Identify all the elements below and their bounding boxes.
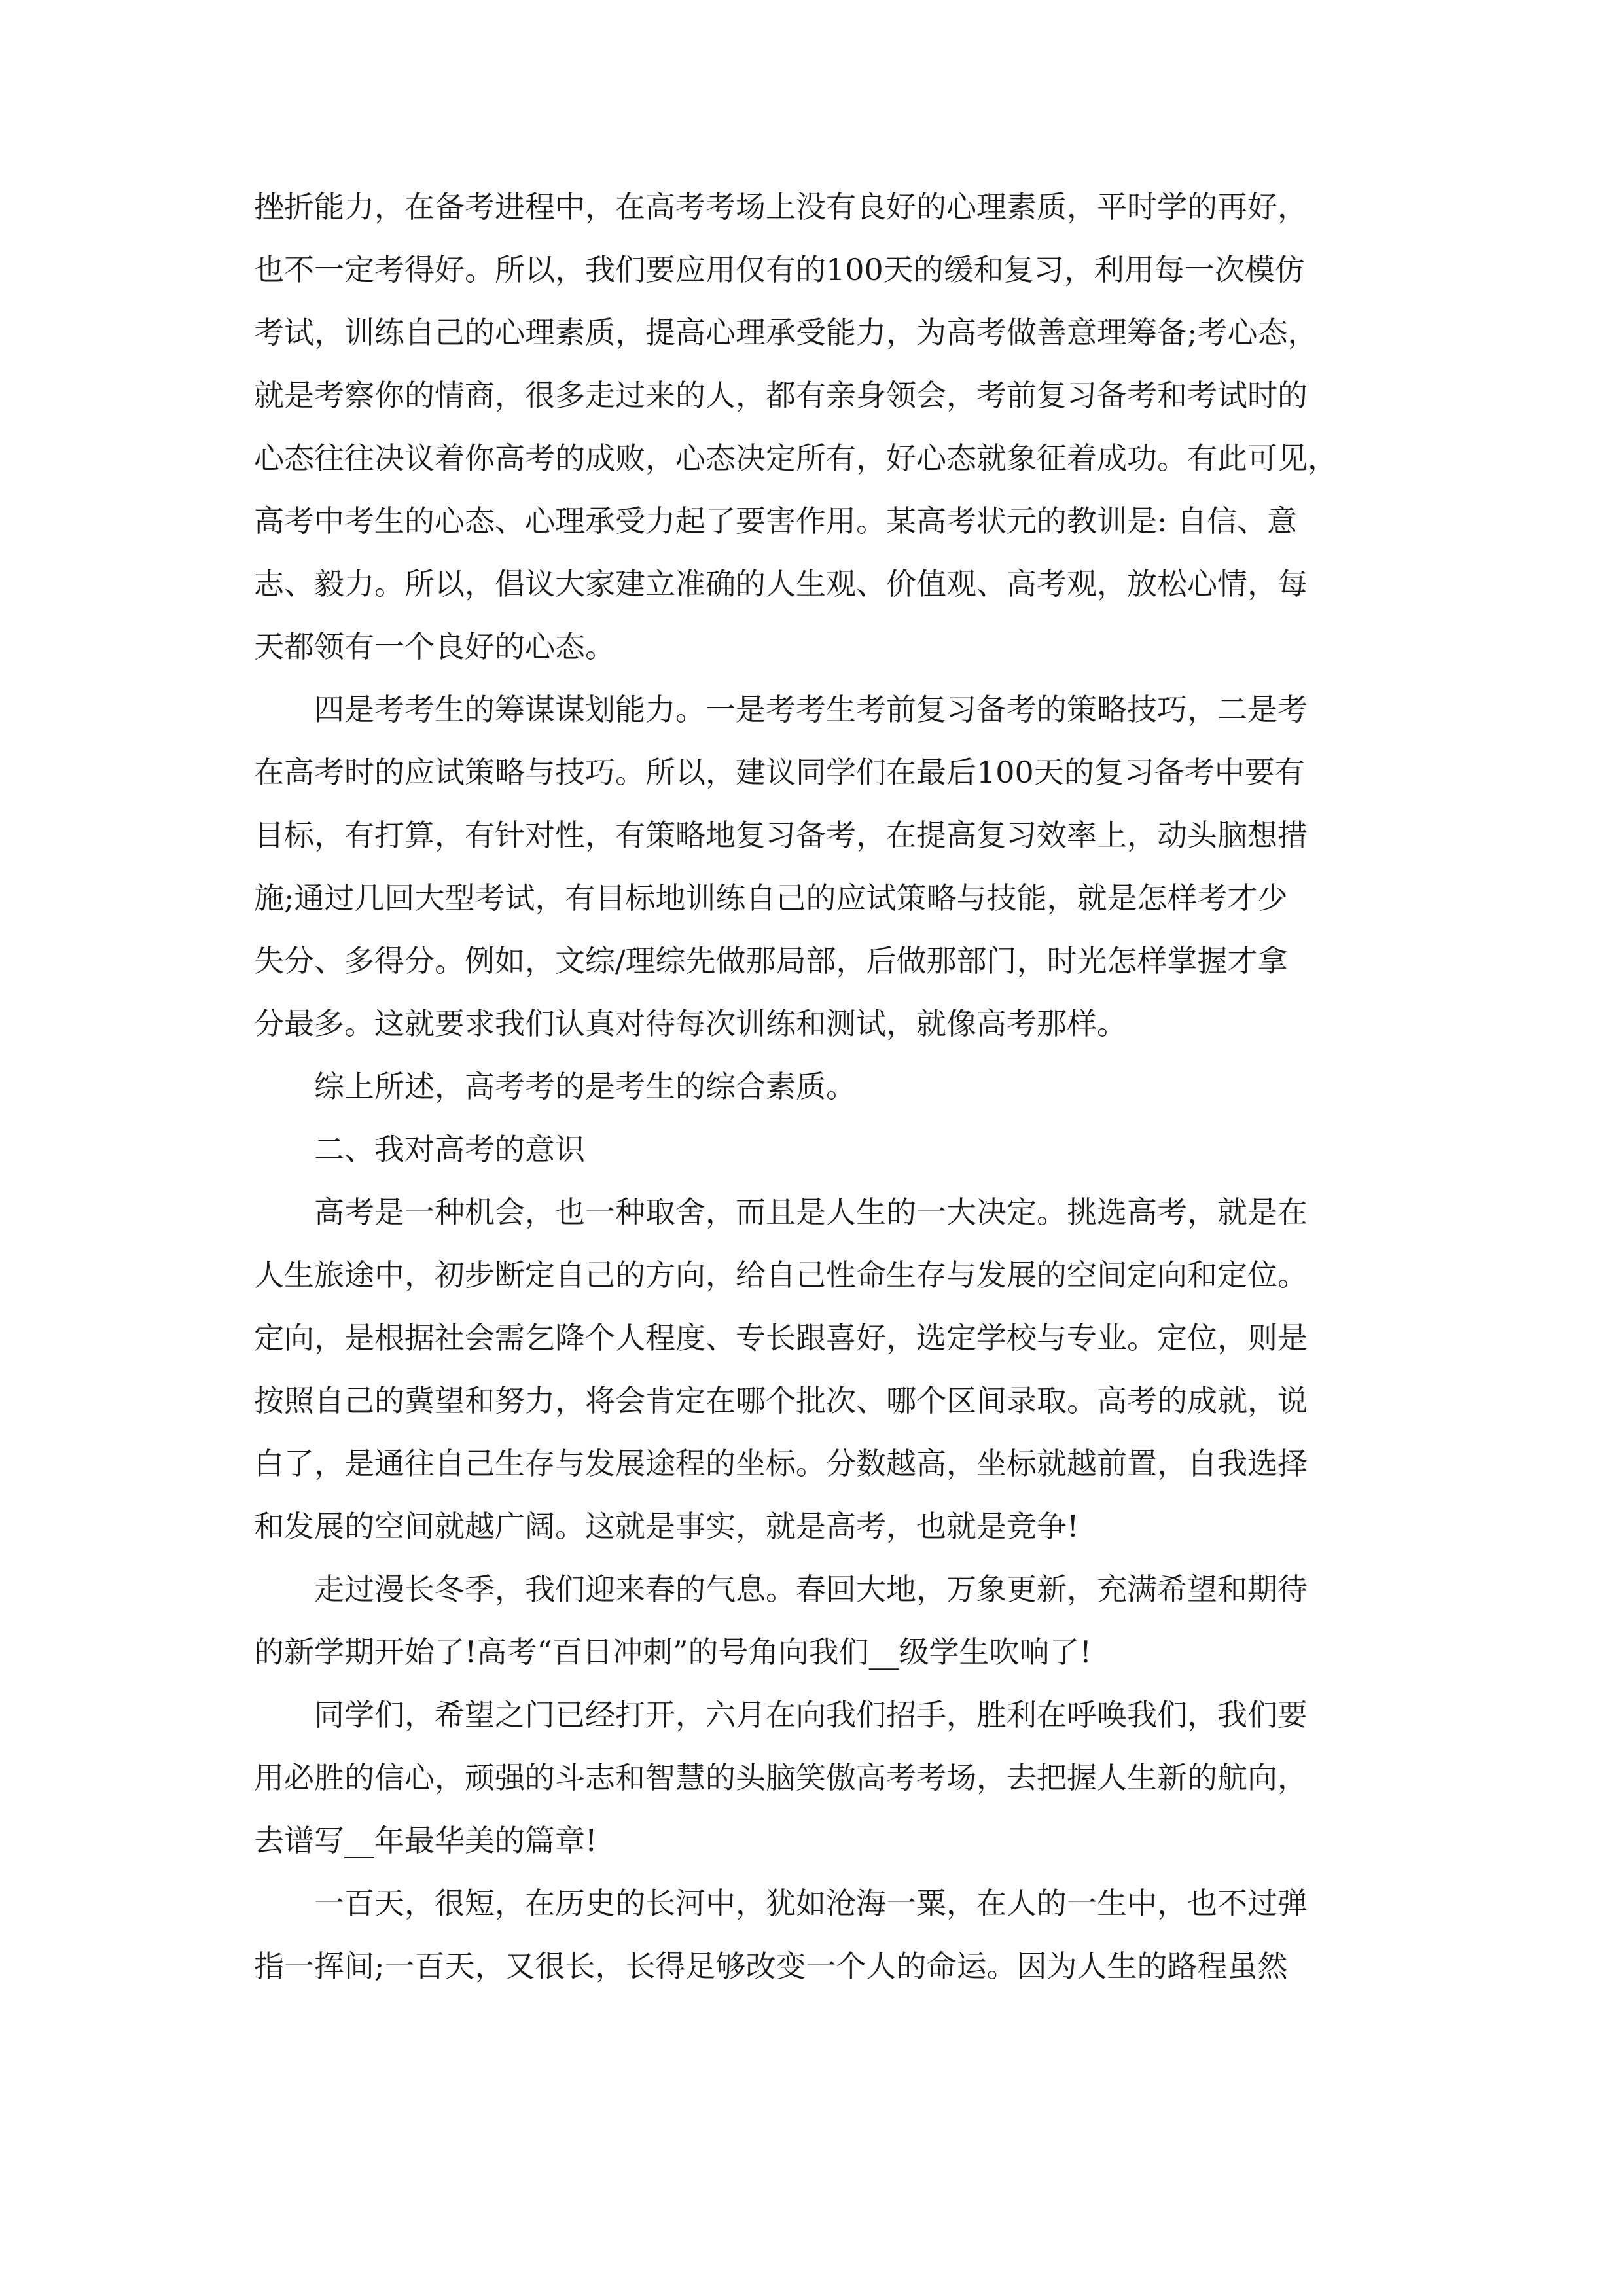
text-line: 用必胜的信心，顽强的斗志和智慧的头脑笑傲高考考场，去把握人生新的航向， [254,1760,1308,1795]
paragraph-first-line: 一百天，很短，在历史的长河中，犹如沧海一粟，在人的一生中，也不过弹 [314,1886,1308,1921]
paragraph-first-line: 综上所述，高考考的是考生的综合素质。 [314,1069,856,1104]
text-line: 的新学期开始了!高考“百日冲刺”的号角向我们__级学生吹响了! [254,1634,1092,1670]
text-line: 也不一定考得好。所以，我们要应用仅有的100天的缓和复习，利用每一次模仿 [254,252,1305,287]
text-line: 心态往往决议着你高考的成败，心态决定所有，好心态就象征着成功。有此可见， [254,440,1338,476]
document-body [254,175,1370,1998]
text-line: 天都领有一个良好的心态。 [254,629,615,664]
paragraph-first-line: 同学们，希望之门已经打开，六月在向我们招手，胜利在呼唤我们，我们要 [314,1697,1308,1732]
text-line: 高考中考生的心态、心理承受力起了要害作用。某高考状元的教训是: 自信、意 [254,503,1298,539]
text-line: 在高考时的应试策略与技巧。所以，建议同学们在最后100天的复习备考中要有 [254,755,1305,790]
text-line: 就是考察你的情商，很多走过来的人，都有亲身领会，考前复习备考和考试时的 [254,378,1308,413]
text-line: 分最多。这就要求我们认真对待每次训练和测试，就像高考那样。 [254,1006,1127,1041]
text-line: 和发展的空间就越广阔。这就是事实，就是高考，也就是竞争! [254,1509,1079,1544]
text-line: 去谱写__年最华美的篇章! [254,1823,597,1858]
text-line: 白了，是通往自己生存与发展途程的坐标。分数越高，坐标就越前置，自我选择 [254,1446,1308,1481]
text-line: 目标，有打算，有针对性，有策略地复习备考，在提高复习效率上，动头脑想措 [254,817,1308,853]
paragraph-first-line: 走过漫长冬季，我们迎来春的气息。春回大地，万象更新，充满希望和期待 [314,1571,1308,1607]
paragraph-first-line: 二、我对高考的意识 [314,1132,585,1167]
paragraph-first-line: 高考是一种机会，也一种取舍，而且是人生的一大决定。挑选高考，就是在 [314,1194,1308,1230]
text-line: 定向，是根据社会需乞降个人程度、专长跟喜好，选定学校与专业。定位，则是 [254,1320,1308,1355]
paragraph-first-line: 四是考考生的筹谋谋划能力。一是考考生考前复习备考的策略技巧，二是考 [314,692,1308,727]
text-line: 人生旅途中，初步断定自己的方向，给自己性命生存与发展的空间定向和定位。 [254,1257,1308,1293]
text-line: 考试，训练自己的心理素质，提高心理承受能力，为高考做善意理筹备;考心态， [254,315,1318,350]
text-line: 施;通过几回大型考试，有目标地训练自己的应试策略与技能，就是怎样考才少 [254,880,1288,916]
text-line: 按照自己的冀望和努力，将会肯定在哪个批次、哪个区间录取。高考的成就，说 [254,1383,1308,1418]
text-line: 挫折能力，在备考进程中，在高考考场上没有良好的心理素质，平时学的再好， [254,189,1308,224]
text-line: 志、毅力。所以，倡议大家建立准确的人生观、价值观、高考观，放松心情，每 [254,566,1308,601]
text-line: 指一挥间;一百天，又很长，长得足够改变一个人的命运。因为人生的路程虽然 [254,1948,1288,1984]
text-line: 失分、多得分。例如，文综/理综先做那局部，后做那部门，时光怎样掌握才拿 [254,943,1288,978]
